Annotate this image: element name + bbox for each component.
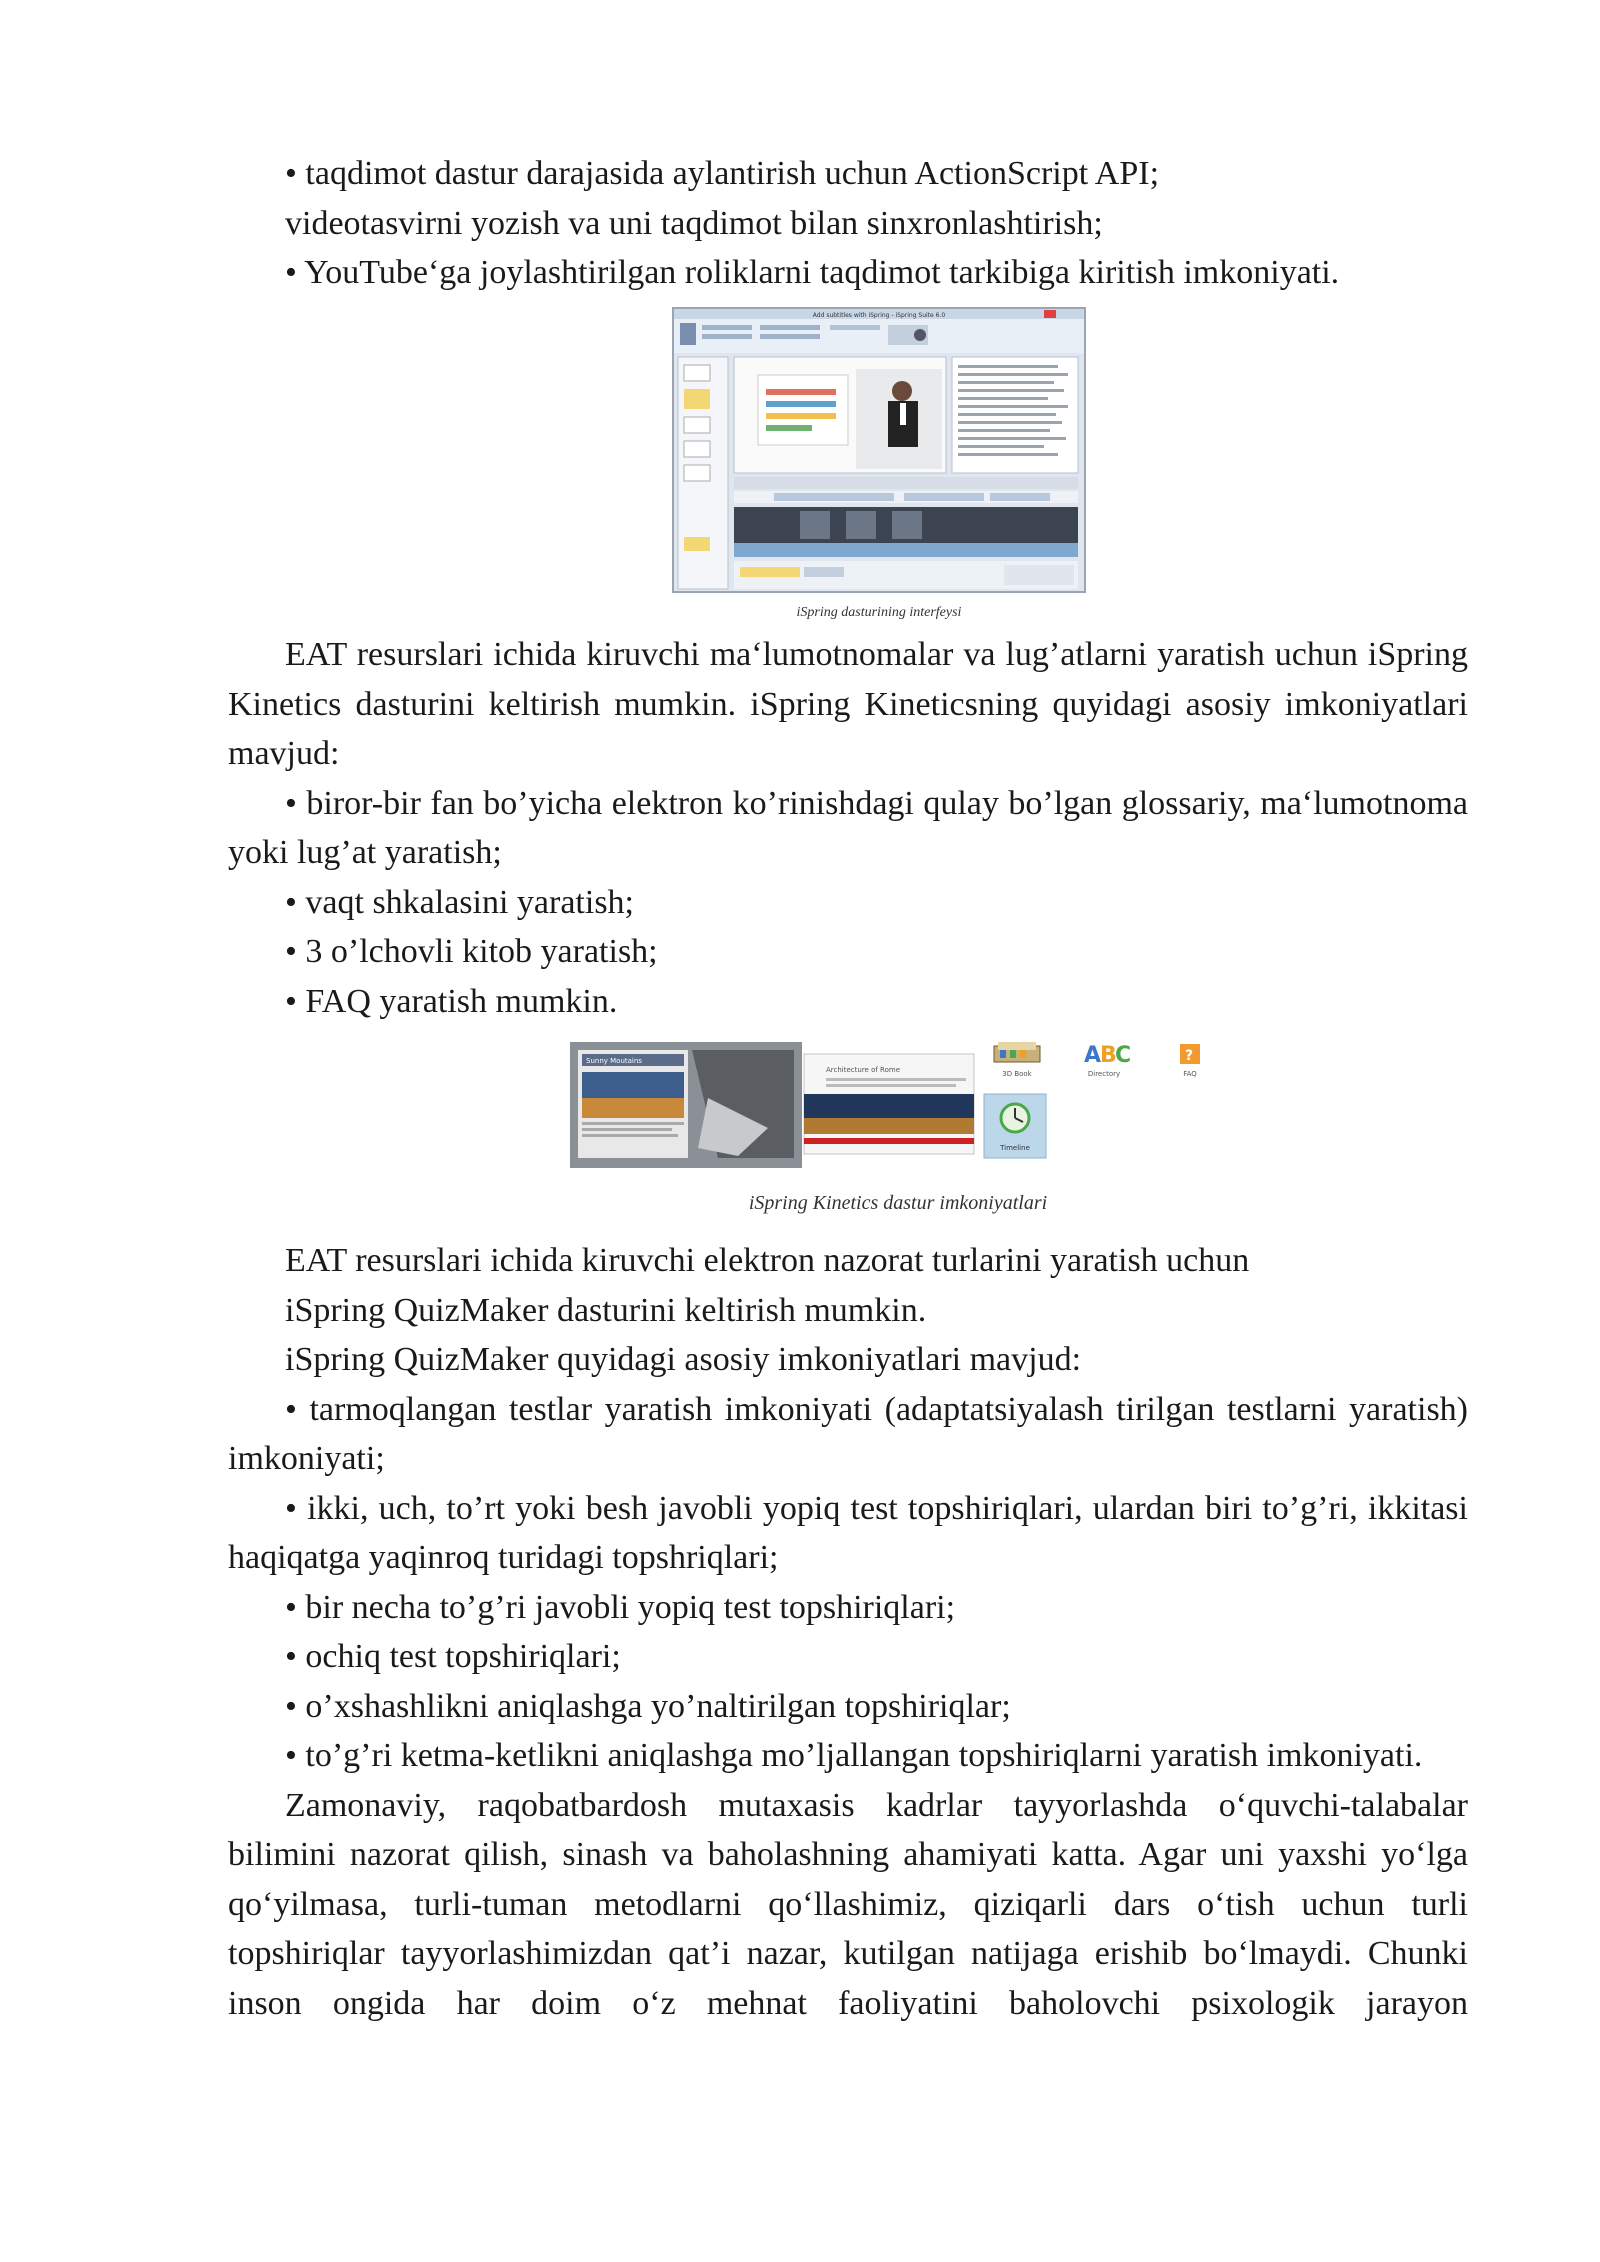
3d-book-label: 3D Book	[1002, 1070, 1032, 1078]
kinetics-item: • FAQ yaratish mumkin.	[285, 982, 618, 1020]
quiz-intro-line: iSpring QuizMaker quyidagi asosiy imkoniyatlari mavjud:	[285, 1341, 1082, 1378]
kinetics-item: • biror-bir fan bo’yicha elektron ko’rinishdagi qulay bo’lgan glossariy, ma‘lumotnoma yoki lug’at yaratish;	[228, 784, 1468, 871]
figure-2-caption: iSpring Kinetics dastur imkoniyatlari	[748, 1192, 1048, 1214]
ispring-interface-image	[674, 309, 1084, 591]
quiz-item: • to’g’ri ketma-ketlikni aniqlashga mo’ljallangan topshiriqlarni yaratish imkoniyati.	[285, 1737, 1423, 1774]
svg-text:?: ?	[1185, 1048, 1194, 1064]
quizmaker-section	[228, 1236, 1468, 2028]
svg-text:C: C	[1115, 1043, 1132, 1068]
final-paragraph: Zamonaviy, raqobatbardosh mutaxasis kadrlar tayyorlashda o‘quvchi-talabalar bilimini nazorat qilish, sinash va baholashning ahamiyati katta. Agar uni yaxshi yo‘lga qo‘yilmasa, turli-tuman metodlarni qo‘llashimiz, qiziqarli dars o‘tish uchun turli topshiriqlar tayyorlashimizdan qat’i nazar, kutilgan natijaga erishib bo‘lmaydi. Chunki inson ongida har doim o‘z mehnat faoliyatini baholovchi psixologik jarayon	[228, 1786, 1468, 2022]
intro-bullets	[228, 149, 1468, 298]
directory-icon	[1084, 1043, 1131, 1068]
bullet-line: videotasvirni yozish va uni taqdimot bilan sinxronlashtirish;	[285, 204, 1103, 242]
quiz-item: • o’xshashlikni aniqlashga yo’naltirilgan topshiriqlar;	[285, 1687, 1011, 1725]
window-title: Add subtitles with iSpring - iSpring Suite 6.0	[812, 312, 946, 319]
svg-text:B: B	[1100, 1043, 1117, 1068]
quiz-intro-line: EAT resurslari ichida kiruvchi elektron nazorat turlarini yaratish uchun	[285, 1242, 1250, 1279]
figure-1-caption: iSpring dasturining interfeysi	[796, 605, 962, 620]
bullet-line: • YouTube‘ga joylashtirilgan roliklarni taqdimot tarkibiga kiritish imkoniyati.	[285, 254, 1340, 291]
directory-label: Directory	[1087, 1070, 1121, 1078]
timeline-label: Timeline	[1000, 1144, 1030, 1152]
quiz-item: • ochiq test topshiriqlari;	[285, 1638, 621, 1675]
kinetics-item: • 3 o’lchovli kitob yaratish;	[285, 933, 658, 970]
kinetics-features-image	[568, 1038, 1228, 1170]
quiz-item: • tarmoqlangan testlar yaratish imkoniyati (adaptatsiyalash tirilgan testlarni yaratish) imkoniyati;	[228, 1390, 1468, 1477]
bullet-line: • taqdimot dastur darajasida aylantirish uchun ActionScript API;	[285, 155, 1160, 192]
page-title: Architecture of Rome	[826, 1066, 901, 1074]
faq-icon	[1180, 1044, 1200, 1064]
kinetics-section	[228, 630, 1468, 1026]
book-title: Sunny Moutains	[586, 1057, 642, 1065]
ispring-interface-screenshot	[672, 307, 1086, 593]
svg-text:A: A	[1084, 1043, 1102, 1068]
faq-label: FAQ	[1183, 1070, 1197, 1078]
3d-book-icon	[994, 1042, 1040, 1062]
quiz-item: • bir necha to’g’ri javobli yopiq test topshiriqlari;	[285, 1588, 956, 1626]
kinetics-intro-paragraph: EAT resurslari ichida kiruvchi ma‘lumotnomalar va lug’atlarni yaratish uchun iSpring Kinetics dasturini keltirish mumkin. iSpring Kineticsning quyidagi asosiy imkoniyatlari mavjud:	[228, 636, 1468, 772]
quiz-item: • ikki, uch, to’rt yoki besh javobli yopiq test topshiriqlari, ulardan biri to’g’ri, ikkitasi haqiqatga yaqinroq turidagi topshriqlari;	[228, 1489, 1468, 1576]
kinetics-item: • vaqt shkalasini yaratish;	[285, 883, 634, 921]
kinetics-features-svg	[568, 1038, 1228, 1170]
quiz-intro-line: iSpring QuizMaker dasturini keltirish mumkin.	[285, 1291, 927, 1329]
